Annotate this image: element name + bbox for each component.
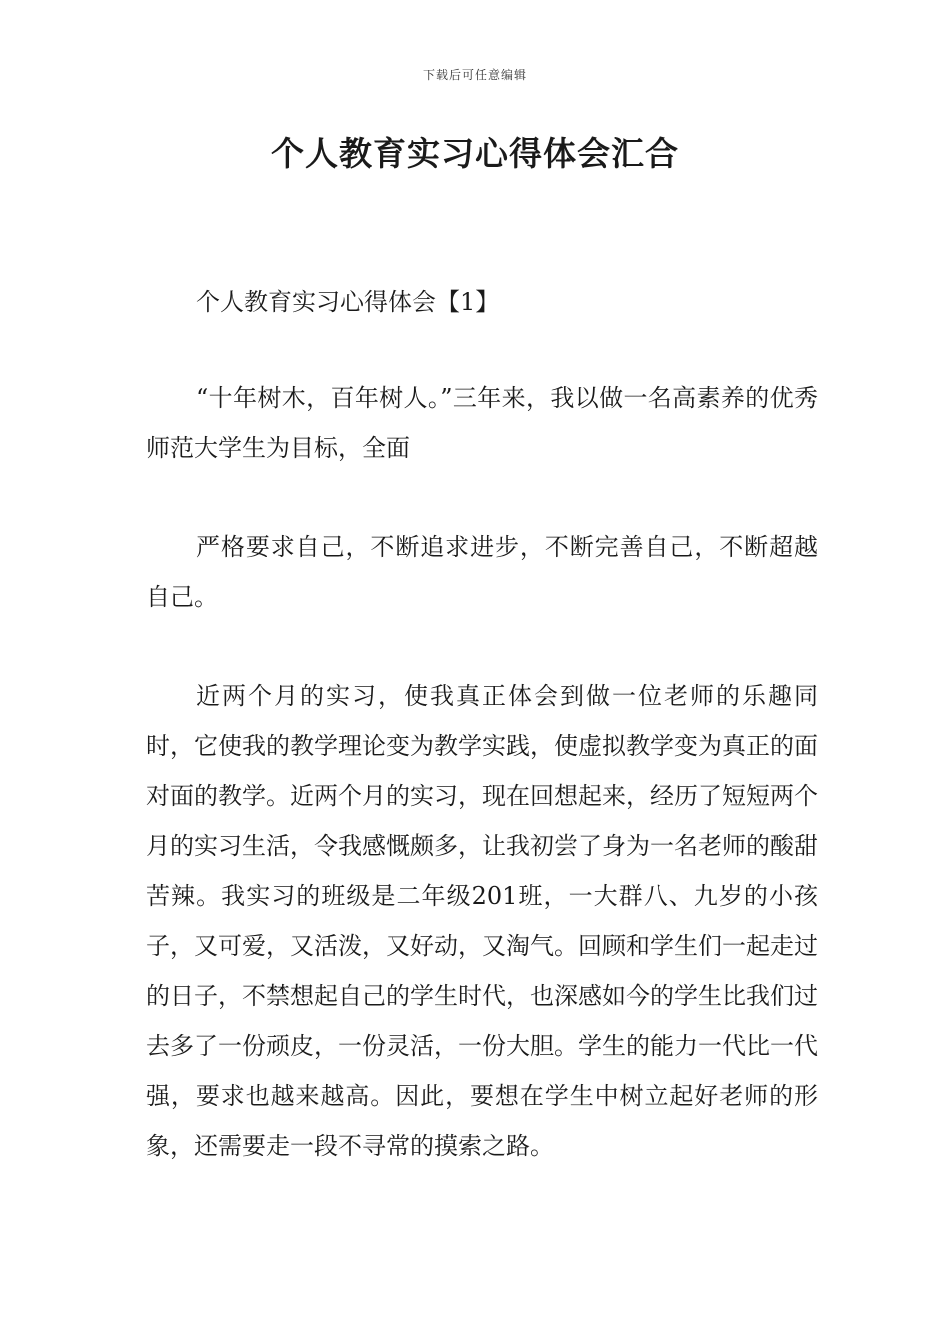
paragraph-1: “十年树木，百年树人。”三年来，我以做一名高素养的优秀师范大学生为目标，全面	[146, 384, 818, 462]
paragraph-2: 严格要求自己，不断追求进步，不断完善自己，不断超越自己。	[146, 533, 818, 611]
section-heading: 个人教育实习心得体会【1】	[196, 288, 500, 316]
header-note: 下载后可任意编辑	[422, 68, 527, 82]
paragraph-3: 近两个月的实习，使我真正体会到做一位老师的乐趣同时，它使我的教学理论变为教学实践，使虚拟教学变为真正的面对面的教学。近两个月的实习，现在回想起来，经历了短短两个月的实习生活，令我感慨颇多，让我初尝了身为一名老师的酸甜苦辣。我实习的班级是二年级201班，一大群八、九岁的小孩子，又可爱，又活泼，又好动，又淘气。回顾和学生们一起走过的日子，不禁想起自己的学生时代，也深感如今的学生比我们过去多了一份顽皮，一份灵活，一份大胆。学生的能力一代比一代强，要求也越来越高。因此，要想在学生中树立起好老师的形象，还需要走一段不寻常的摸索之路。	[146, 682, 818, 1160]
document-title: 个人教育实习心得体会汇合	[271, 134, 679, 173]
